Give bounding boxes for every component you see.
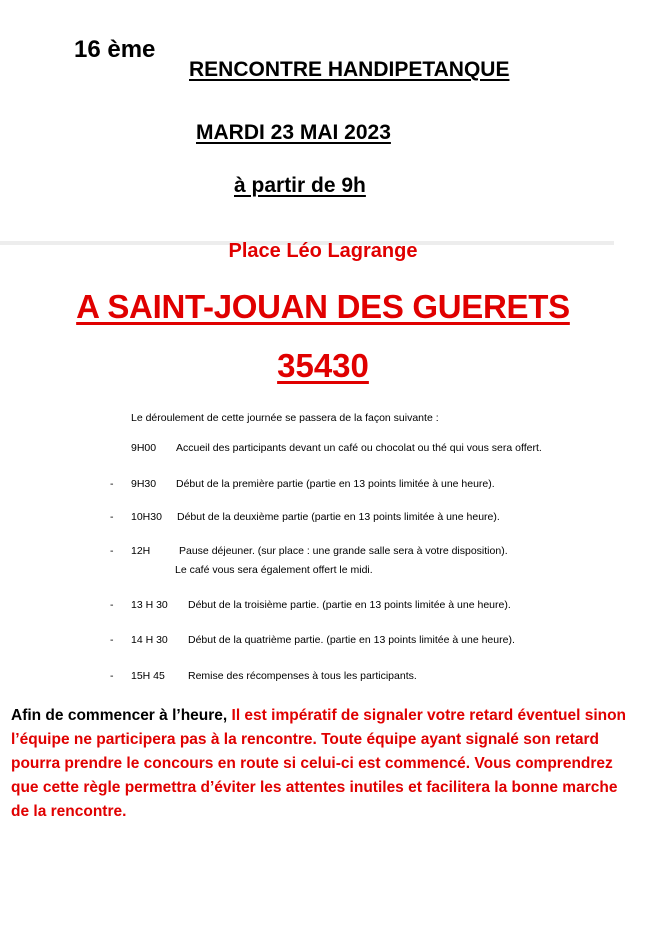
program-item-3-time: 12H xyxy=(131,545,151,557)
program-item-4-text: Début de la troisième partie. (partie en 13 points limitée à une heure). xyxy=(188,599,511,611)
program-item-2-time: 10H30 xyxy=(131,511,162,523)
program-item-2-text: Début de la deuxième partie (partie en 13 points limitée à une heure). xyxy=(177,511,500,523)
program-intro: Le déroulement de cette journée se passera de la façon suivante : xyxy=(131,412,439,424)
program-item-6-text: Remise des récompenses à tous les participants. xyxy=(188,670,417,682)
program-item-0-time: 9H00 xyxy=(131,442,157,454)
late-arrival-notice xyxy=(11,704,631,824)
notice-lead: Afin de commencer à l’heure, xyxy=(11,707,232,724)
program-item-6-bullet: - xyxy=(110,670,114,682)
program-item-2-bullet: - xyxy=(110,511,114,523)
program-item-3-bullet: - xyxy=(110,545,114,557)
program-item-0-text: Accueil des participants devant un café ou chocolat ou thé qui vous sera offert. xyxy=(176,442,542,454)
program-item-6-time: 15H 45 xyxy=(131,670,165,682)
program-item-1-time: 9H30 xyxy=(131,478,157,490)
program-item-5-bullet: - xyxy=(110,634,114,646)
program-item-1-bullet: - xyxy=(110,478,114,490)
program-item-5-time: 14 H 30 xyxy=(131,634,168,646)
program-item-3-text: Pause déjeuner. (sur place : une grande salle sera à votre disposition). xyxy=(179,545,508,557)
program-item-3-text-continued: Le café vous sera également offert le midi. xyxy=(175,564,373,576)
edition-number: 16 ème xyxy=(74,36,156,63)
venue-city: A SAINT-JOUAN DES GUERETS xyxy=(76,288,570,325)
venue-place: Place Léo Lagrange xyxy=(228,240,418,262)
notice-warning: Il est impératif de signaler votre retard éventuel sinon l’équipe ne participera pas à la rencontre. Toute équipe ayant signalé son retard pourra prendre le concours en route si celui-ci est commencé. Vous comprendrez que cette règle permettra d’éviter les attentes inutiles et facilitera la bonne marche de la rencontre. xyxy=(11,707,627,820)
program-item-4-time: 13 H 30 xyxy=(131,599,168,611)
venue-postal-code: 35430 xyxy=(277,347,369,384)
program-item-1-text: Début de la première partie (partie en 13 points limitée à une heure). xyxy=(176,478,495,490)
event-date: MARDI 23 MAI 2023 xyxy=(196,121,391,144)
event-title: RENCONTRE HANDIPETANQUE xyxy=(189,58,510,81)
event-start-time: à partir de 9h xyxy=(234,174,366,197)
program-item-5-text: Début de la quatrième partie. (partie en 13 points limitée à une heure). xyxy=(188,634,515,646)
program-item-4-bullet: - xyxy=(110,599,114,611)
